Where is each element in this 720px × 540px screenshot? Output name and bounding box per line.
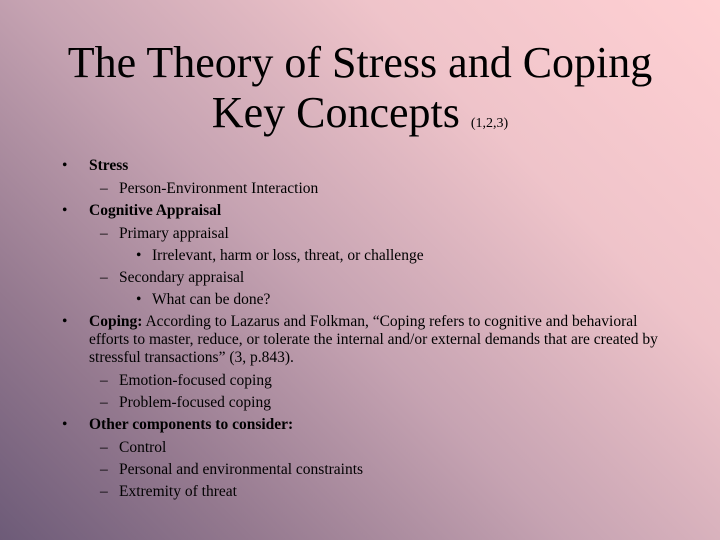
other-heading: Other components to consider: (89, 416, 294, 433)
sub-item-text: Problem-focused coping (119, 394, 271, 411)
appraisal-heading: Cognitive Appraisal (89, 202, 222, 219)
sub-item-text: Extremity of threat (119, 483, 237, 500)
sub-item-primary-appraisal (60, 225, 672, 243)
bullet-stress (60, 157, 672, 175)
sub-item-text: Personal and environmental constraints (119, 461, 364, 478)
sub-item-control (60, 439, 672, 457)
bullet-marker: • (62, 313, 68, 330)
sub-item-text: Person-Environment Interaction (119, 180, 319, 197)
sub-item-emotion-focused (60, 372, 672, 390)
bullet-marker: • (62, 157, 68, 174)
bullet-list (60, 157, 672, 505)
dash-marker: – (100, 394, 108, 411)
bullet-marker: • (62, 416, 68, 433)
dash-marker: – (100, 483, 108, 500)
sub-item-secondary-appraisal (60, 269, 672, 287)
slide-title (0, 38, 720, 149)
sub-sub-item-primary-detail (60, 247, 672, 265)
bullet-cognitive-appraisal (60, 202, 672, 220)
title-citation: (1,2,3) (470, 116, 509, 131)
sub-sub-item-secondary-detail (60, 291, 672, 309)
dash-marker: – (100, 439, 108, 456)
dash-marker: – (100, 269, 108, 286)
title-line-2 (0, 88, 720, 149)
sub-item-text: Control (119, 439, 167, 456)
sub-sub-item-text: Irrelevant, harm or loss, threat, or challenge (152, 247, 424, 264)
title-key-concepts: Key Concepts (211, 88, 460, 137)
dash-marker: – (100, 225, 108, 242)
title-line-1: The Theory of Stress and Coping (67, 38, 653, 87)
sub-item-problem-focused (60, 394, 672, 412)
bullet-coping (60, 313, 672, 367)
sub-item-text: Primary appraisal (119, 225, 229, 242)
dash-marker: – (100, 372, 108, 389)
bullet-marker: • (62, 202, 68, 219)
sub-item-extremity (60, 483, 672, 501)
bullet-marker: • (136, 247, 142, 264)
dash-marker: – (100, 461, 108, 478)
sub-sub-item-text: What can be done? (152, 291, 271, 308)
coping-heading: Coping: (89, 313, 143, 330)
sub-item-text: Secondary appraisal (119, 269, 245, 286)
bullet-other-components (60, 416, 672, 434)
stress-heading: Stress (89, 157, 129, 174)
sub-item-person-environment (60, 180, 672, 198)
coping-definition: According to Lazarus and Folkman, “Coping refers to cognitive and behavioral efforts to master, reduce, or tolerate the internal and/or external demands that are created by stressful transactions” (3, p.843). (89, 313, 658, 366)
sub-item-text: Emotion-focused coping (119, 372, 272, 389)
sub-item-constraints (60, 461, 672, 479)
dash-marker: – (100, 180, 108, 197)
bullet-marker: • (136, 291, 142, 308)
